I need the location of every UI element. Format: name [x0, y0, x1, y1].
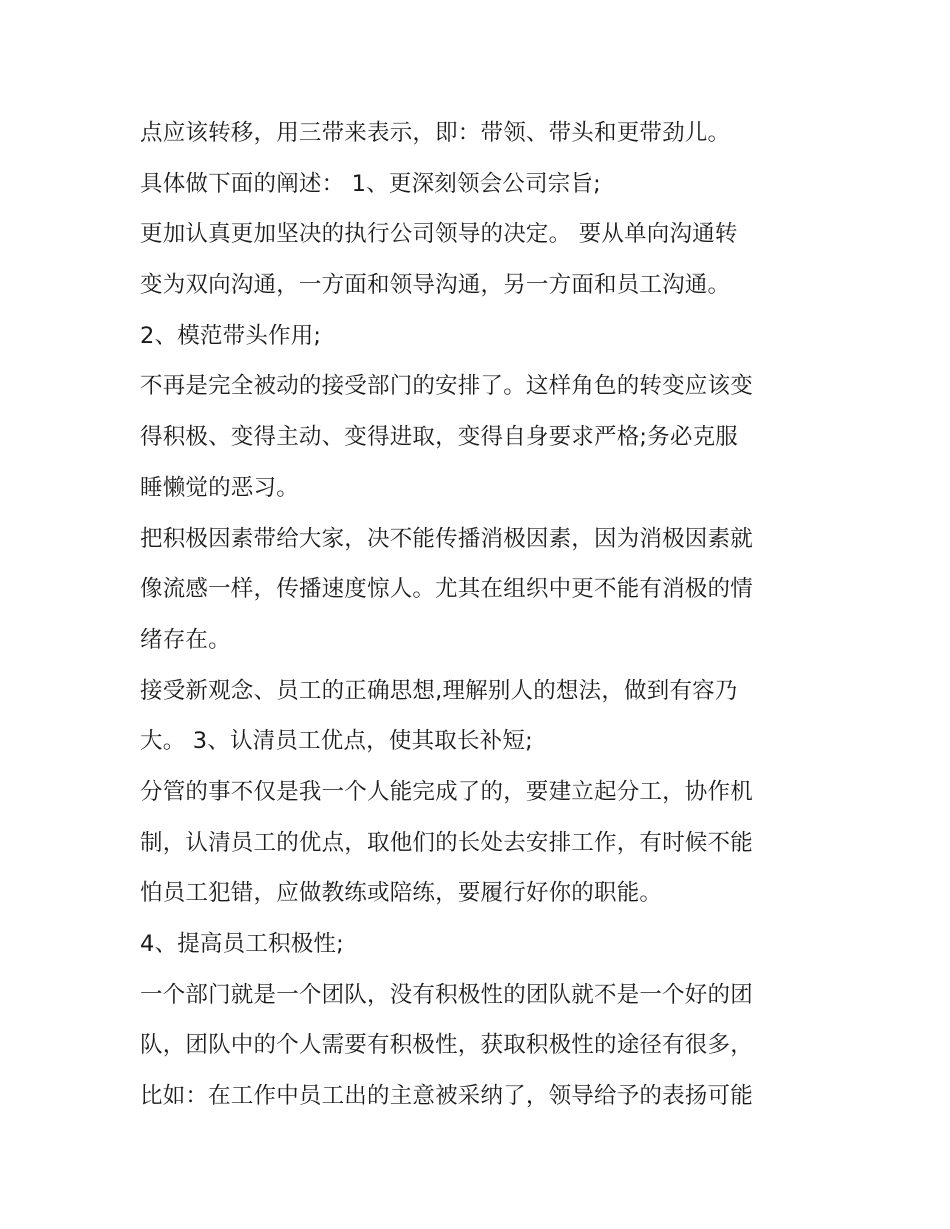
- text-line: 得积极、变得主动、变得进取，变得自身要求严格;务必克服: [140, 424, 738, 451]
- text-line: 变为双向沟通，一方面和领导沟通，另一方面和员工沟通。: [140, 272, 731, 299]
- document-body: [140, 108, 830, 1122]
- section-heading: 2、模范带头作用;: [140, 322, 322, 349]
- text-line: 比如：在工作中员工出的主意被采纳了，领导给予的表扬可能: [140, 1083, 753, 1110]
- text-line: 一个部门就是一个团队，没有积极性的团队就不是一个好的团: [140, 981, 753, 1008]
- text-line: 点应该转移，用三带来表示，即：带领、带头和更带劲儿。: [140, 120, 731, 146]
- text-line: 把积极因素带给大家，决不能传播消极因素，因为消极因素就: [140, 525, 753, 552]
- text-line: 分管的事不仅是我一个人能完成了的，要建立起分工，协作机: [140, 778, 753, 805]
- text-line: 制，认清员工的优点，取他们的长处去安排工作，有时候不能: [140, 829, 753, 856]
- text-line: 大。 3、认清员工优点，使其取长补短;: [140, 728, 533, 755]
- text-line: 不再是完全被动的接受部门的安排了。这样角色的转变应该变: [140, 373, 753, 400]
- text-line: 绪存在。: [140, 626, 231, 653]
- text-line: 像流感一样，传播速度惊人。尤其在组织中更不能有消极的情: [140, 576, 753, 603]
- text-line: 具体做下面的阐述： 1、更深刻领会公司宗旨;: [140, 170, 601, 197]
- text-line: 接受新观念、员工的正确思想,理解别人的想法，做到有容乃: [140, 677, 738, 704]
- text-line: 睡懒觉的恶习。: [140, 474, 299, 501]
- text-line: 怕员工犯错，应做教练或陪练，要履行好你的职能。: [140, 880, 663, 907]
- text-line: 更加认真更加坚决的执行公司领导的决定。 要从单向沟通转: [140, 221, 738, 248]
- text-line: 队，团队中的个人需要有积极性，获取积极性的途径有很多，: [140, 1032, 753, 1059]
- section-heading: 4、提高员工积极性;: [140, 931, 344, 957]
